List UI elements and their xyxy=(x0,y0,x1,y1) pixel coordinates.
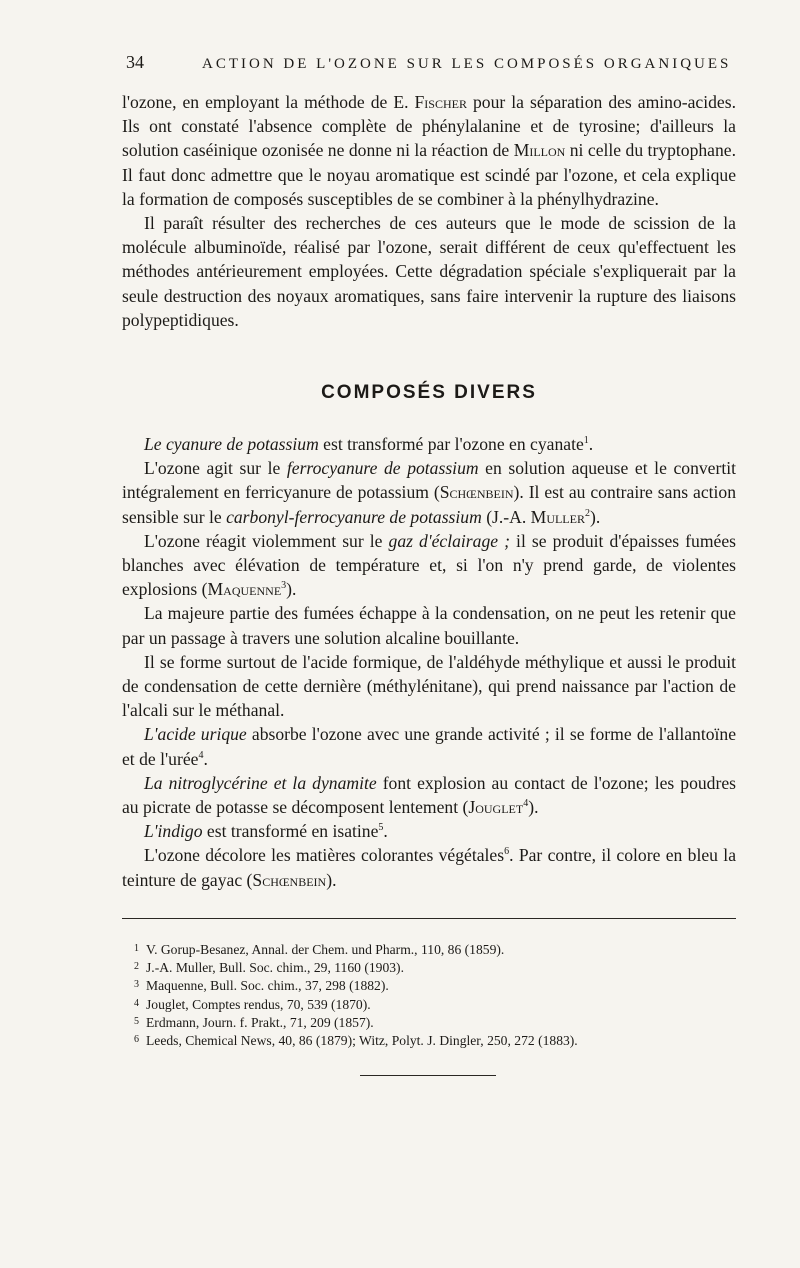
text-run: est transformé en isatine xyxy=(202,821,379,842)
text-run: ni celle du tryptophane. Il faut donc admettre que le noyau aromatique est scindé par l'ozone, et cela explique la formation de composés susceptibles de se combiner à la phénylhydrazine. xyxy=(122,140,736,209)
footnote xyxy=(134,958,734,976)
paragraph-fumees: La majeure partie des fumées échappe à la condensation, on ne peut les retenir que par un passage à travers une solution alcaline bouillante. xyxy=(122,603,736,648)
footnote xyxy=(134,995,734,1013)
top-text-block xyxy=(122,90,736,332)
footnote-ref[interactable]: 4 xyxy=(198,749,204,761)
footnote-text: J.-A. Muller, Bull. Soc. chim., 29, 1160 (1903). xyxy=(146,960,404,976)
paragraph-indigo xyxy=(122,819,736,843)
text-run: (J.-A. xyxy=(481,506,531,527)
footnote-text: Maquenne, Bull. Soc. chim., 37, 298 (1882). xyxy=(146,978,389,994)
paragraph-ozone-fischer xyxy=(122,90,736,211)
paragraph-gaz xyxy=(122,529,736,602)
footnote-text: V. Gorup-Besanez, Annal. der Chem. und Pharm., 110, 86 (1859). xyxy=(146,942,505,957)
text-run: l'ozone, en employant la méthode de E. xyxy=(122,92,415,112)
footnote-ref[interactable]: 6 xyxy=(504,846,510,858)
italic-term: ferrocyanure de potassium xyxy=(286,458,479,479)
footnote-number: 1 xyxy=(134,943,139,954)
italic-term: carbonyl-ferrocyanure de potassium xyxy=(226,506,482,527)
footnote-text: Erdmann, Journ. f. Prakt., 71, 209 (1857). xyxy=(146,1014,374,1030)
text-run: . xyxy=(383,821,388,842)
text-run: ). xyxy=(286,579,297,600)
paragraph-colorantes xyxy=(122,843,736,891)
paragraph-formique: Il se forme surtout de l'acide formique, de l'aldéhyde méthylique et aussi le produit de condensation de cette dernière (méthylénitane), qui prend naissance par l'action de l'alcali sur le méthanal. xyxy=(122,651,736,721)
running-header xyxy=(126,52,734,73)
footnote-ref[interactable]: 5 xyxy=(378,822,384,834)
footnote xyxy=(134,940,734,958)
footnote-divider xyxy=(122,918,736,919)
footnote xyxy=(134,976,734,994)
paragraph-urique xyxy=(122,722,736,770)
text-run: ). xyxy=(326,869,337,890)
page-number: 34 xyxy=(126,52,144,72)
running-title: ACTION DE L'OZONE SUR LES COMPOSÉS ORGANIQUES xyxy=(202,56,732,72)
author-name: Maquenne xyxy=(207,579,282,600)
section-heading: COMPOSÉS DIVERS xyxy=(321,382,537,403)
italic-term: L'indigo xyxy=(144,821,203,842)
footnote-text: Leeds, Chemical News, 40, 86 (1879); Witz, Polyt. J. Dingler, 250, 272 (1883). xyxy=(146,1033,578,1049)
footnote-number: 2 xyxy=(134,961,139,973)
author-name: Schœnbein xyxy=(439,482,514,503)
footnote-number: 3 xyxy=(134,979,139,991)
text-run: L'ozone réagit violemment sur le xyxy=(144,530,389,551)
section-text-block xyxy=(122,432,736,892)
text-run: absorbe l'ozone avec une grande activité ; il se forme de l'allantoïne et de l'urée xyxy=(122,724,737,769)
footnote xyxy=(134,1013,734,1031)
text-run: . xyxy=(203,748,208,769)
paragraph-ferrocyanure xyxy=(122,456,736,529)
text-run: . xyxy=(588,434,594,454)
italic-term: L'acide urique xyxy=(144,724,247,745)
author-name: Schœnbein xyxy=(252,869,327,890)
text-run: ). xyxy=(589,506,601,527)
footnote-ref[interactable]: 4 xyxy=(523,798,529,810)
author-name: Millon xyxy=(513,140,566,161)
text-run: L'ozone décolore les matières colorantes végétales xyxy=(144,845,505,866)
text-run: ). xyxy=(528,797,539,818)
footnote-number: 6 xyxy=(134,1034,139,1046)
text-run: en solution aqueuse et le convertit intégralement en ferricyanure de potassium ( xyxy=(122,458,737,503)
paragraph-nitroglycerine xyxy=(122,771,736,819)
text-run: pour la séparation des amino-acides. Ils ont constaté l'absence complète de phénylalanine et de tyrosine; d'ailleurs la solution caséinique ozonisée ne donne ni la réaction de xyxy=(122,92,736,161)
text-run: L'ozone agit sur le xyxy=(144,458,287,479)
italic-term: La nitroglycérine et la dynamite xyxy=(144,772,377,793)
author-name: Jouglet xyxy=(468,797,524,818)
footnote xyxy=(134,1031,734,1049)
author-name: Fischer xyxy=(414,92,467,112)
footnote-text: Jouglet, Comptes rendus, 70, 539 (1870). xyxy=(146,996,371,1012)
text-run: font explosion au contact de l'ozone; les poudres au picrate de potasse se décomposent lentement ( xyxy=(122,772,736,818)
footnote-ref[interactable]: 1 xyxy=(583,435,589,447)
footnotes xyxy=(134,940,734,1049)
paragraph-cyanure xyxy=(122,432,736,456)
paragraph-scission: Il paraît résulter des recherches de ces auteurs que le mode de scission de la molécule albuminoïde, réalisé par l'ozone, serait différent de ceux qu'effectuent les méthodes antérieurement employées. Cette dégradation spéciale s'expliquerait par la seule destruction des noyaux aromatiques, sans faire intervenir la rupture des liaisons polypeptidiques. xyxy=(122,213,736,330)
author-name: Muller xyxy=(530,506,585,527)
text-run: . Par contre, il colore en bleu la teinture de gayac ( xyxy=(122,845,737,890)
italic-term: Le cyanure de potassium xyxy=(144,434,319,454)
text-run: il se produit d'épaisses fumées blanches avec élévation de température et, si l'on n'y prend garde, de violentes explosions ( xyxy=(122,530,736,600)
end-divider xyxy=(360,1075,496,1076)
italic-term: gaz d'éclairage ; xyxy=(388,530,510,551)
footnote-number: 5 xyxy=(134,1015,139,1027)
footnote-ref[interactable]: 2 xyxy=(584,507,590,519)
footnote-number: 4 xyxy=(134,997,139,1009)
text-run: est transformé par l'ozone en cyanate xyxy=(318,434,584,454)
text-run: ). Il est au contraire sans action sensible sur le xyxy=(122,482,736,527)
footnote-ref[interactable]: 3 xyxy=(281,580,287,592)
